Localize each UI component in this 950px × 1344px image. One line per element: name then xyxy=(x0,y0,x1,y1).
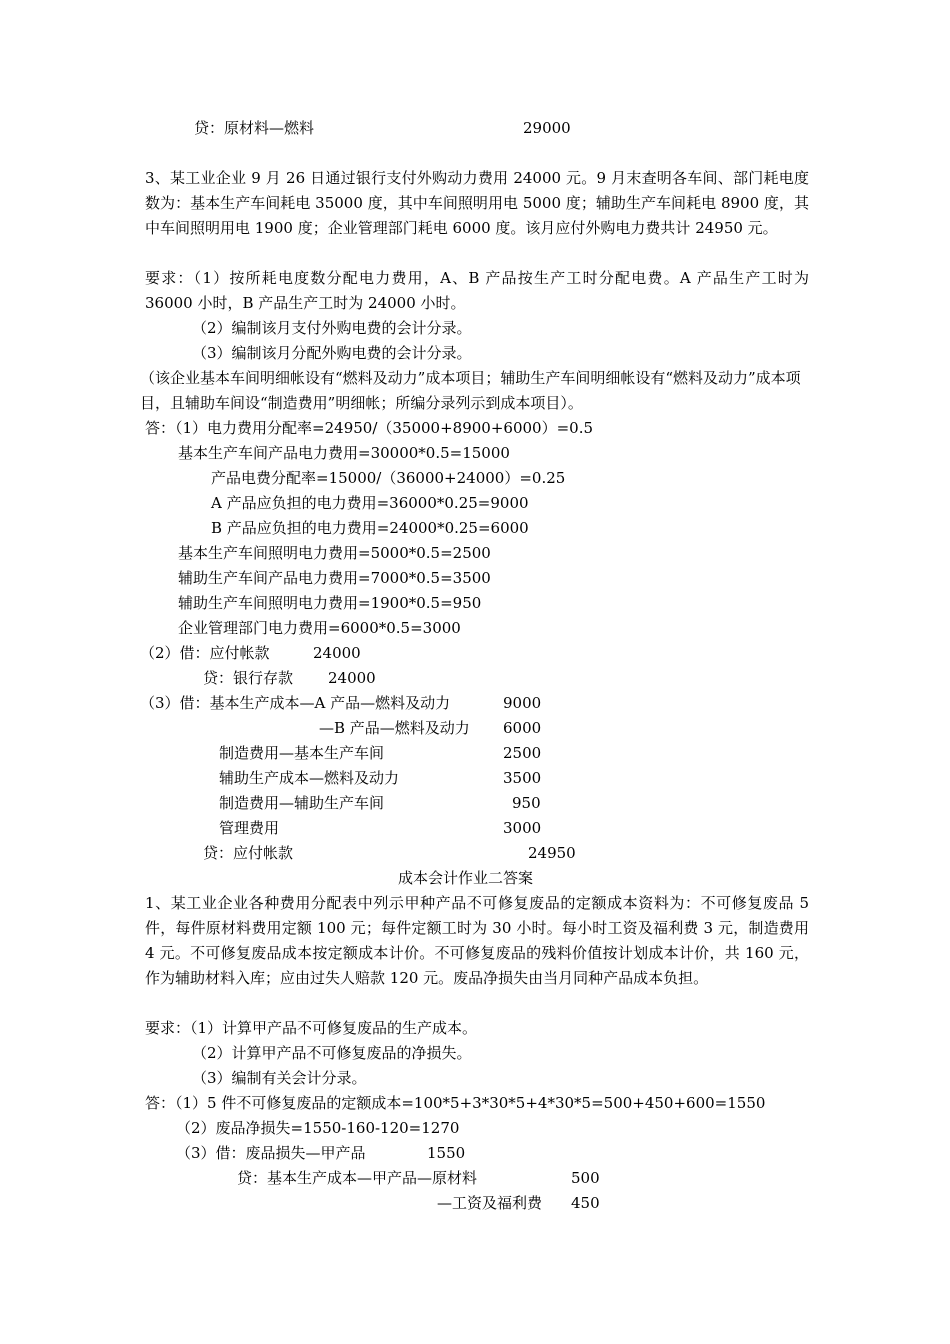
entry2-credit-text: 贷：银行存款 xyxy=(203,669,294,687)
calc-line-7: 辅助生产车间照明电力费用=1900*0.5=950 xyxy=(178,594,482,612)
entry3-line-2-text: —B 产品—燃料及动力 xyxy=(319,719,470,737)
problem3-answer-1: 答：（1）电力费用分配率=24950/（35000+8900+6000）=0.5 xyxy=(145,419,594,437)
entry3-line-2-amount: 6000 xyxy=(503,719,542,737)
entry3-line-6-text: 管理费用 xyxy=(219,819,280,837)
problem1-answer-1: 答：（1）5 件不可修复废品的定额成本=100*5+3*30*5+4*30*5=500+450+600=1550 xyxy=(145,1094,766,1112)
entry3-line-5-text: 制造费用—辅助生产车间 xyxy=(219,794,385,812)
problem1-entry-debit-text: （3）借：废品损失—甲产品 xyxy=(176,1144,366,1162)
problem3-requirement-3: （3）编制该月分配外购电费的会计分录。 xyxy=(192,344,472,362)
problem1-requirement-1: 要求：（1）计算甲产品不可修复废品的生产成本。 xyxy=(145,1019,478,1037)
entry3-line-6-amount: 3000 xyxy=(503,819,542,837)
problem1-entry-credit-2-text: —工资及福利费 xyxy=(437,1194,543,1212)
problem3-note: （该企业基本车间明细帐设有“燃料及动力”成本项目；辅助生产车间明细帐设有“燃料及动力”成本项目，且辅助车间设“制造费用”明细帐；所编分录列示到成本项目）。 xyxy=(140,369,801,412)
entry3-credit-text: 贷：应付帐款 xyxy=(203,844,294,862)
problem1-entry-credit-2-amount: 450 xyxy=(571,1194,600,1212)
problem1-entry-credit-1-text: 贷：基本生产成本—甲产品—原材料 xyxy=(237,1169,478,1187)
entry3-line-4-text: 辅助生产成本—燃料及动力 xyxy=(219,769,400,787)
entry3-line-5-amount: 950 xyxy=(512,794,541,812)
problem1-requirement-2: （2）计算甲产品不可修复废品的净损失。 xyxy=(192,1044,472,1062)
entry3-line-1-text: （3）借：基本生产成本—A 产品—燃料及动力 xyxy=(140,694,451,712)
problem1-entry-credit-1-amount: 500 xyxy=(571,1169,600,1187)
entry3-line-3-amount: 2500 xyxy=(503,744,542,762)
calc-line-1: 基本生产车间产品电力费用=30000*0.5=15000 xyxy=(178,444,510,462)
problem1-statement: 1、某工业企业各种费用分配表中列示甲种产品不可修复废品的定额成本资料为：不可修复废品 5 件，每件原材料费用定额 100 元；每件定额工时为 30 小时。每小时工资及福利费 3 元，制造费用 4 元。不可修复废品成本按定额成本计价。不可修复废品的残料价值按计划成本计价，共 160 元，作为辅助材料入库；应由过失人赔款 120 元。废品净损失由当月同种产品成本负担。 xyxy=(145,894,809,987)
problem1-entry-debit-amount: 1550 xyxy=(427,1144,466,1162)
top-entry-amount: 29000 xyxy=(523,119,571,137)
problem1-answer-2: （2）废品净损失=1550-160-120=1270 xyxy=(176,1119,460,1137)
problem1-requirement-3: （3）编制有关会计分录。 xyxy=(192,1069,367,1087)
calc-line-5: 基本生产车间照明电力费用=5000*0.5=2500 xyxy=(178,544,491,562)
entry2-debit-text: （2）借：应付帐款 xyxy=(140,644,270,662)
entry3-line-1-amount: 9000 xyxy=(503,694,542,712)
problem3-statement: 3、某工业企业 9 月 26 日通过银行支付外购动力费用 24000 元。9 月末查明各车间、部门耗电度数为：基本生产车间耗电 35000 度，其中车间照明用电 5000 度；辅助生产车间耗电 8900 度，其中车间照明用电 1900 度；企业管理部门耗电 6000 度。该月应付外购电力费共计 24950 元。 xyxy=(145,169,809,237)
calc-line-2: 产品电费分配率=15000/（36000+24000）=0.25 xyxy=(211,469,566,487)
calc-line-6: 辅助生产车间产品电力费用=7000*0.5=3500 xyxy=(178,569,491,587)
problem3-requirement-1: 要求：（1）按所耗电度数分配电力费用，A、B 产品按生产工时分配电费。A 产品生产工时为 36000 小时，B 产品生产工时为 24000 小时。 xyxy=(145,269,809,312)
calc-line-3: A 产品应负担的电力费用=36000*0.25=9000 xyxy=(211,494,529,512)
section-title: 成本会计作业二答案 xyxy=(398,869,534,887)
entry2-debit-amount: 24000 xyxy=(313,644,361,662)
entry3-line-3-text: 制造费用—基本生产车间 xyxy=(219,744,385,762)
entry3-line-4-amount: 3500 xyxy=(503,769,542,787)
top-entry-text: 贷：原材料—燃料 xyxy=(194,119,315,137)
calc-line-8: 企业管理部门电力费用=6000*0.5=3000 xyxy=(178,619,461,637)
problem3-requirement-2: （2）编制该月支付外购电费的会计分录。 xyxy=(192,319,472,337)
entry3-credit-amount: 24950 xyxy=(528,844,576,862)
entry2-credit-amount: 24000 xyxy=(328,669,376,687)
calc-line-4: B 产品应负担的电力费用=24000*0.25=6000 xyxy=(211,519,529,537)
